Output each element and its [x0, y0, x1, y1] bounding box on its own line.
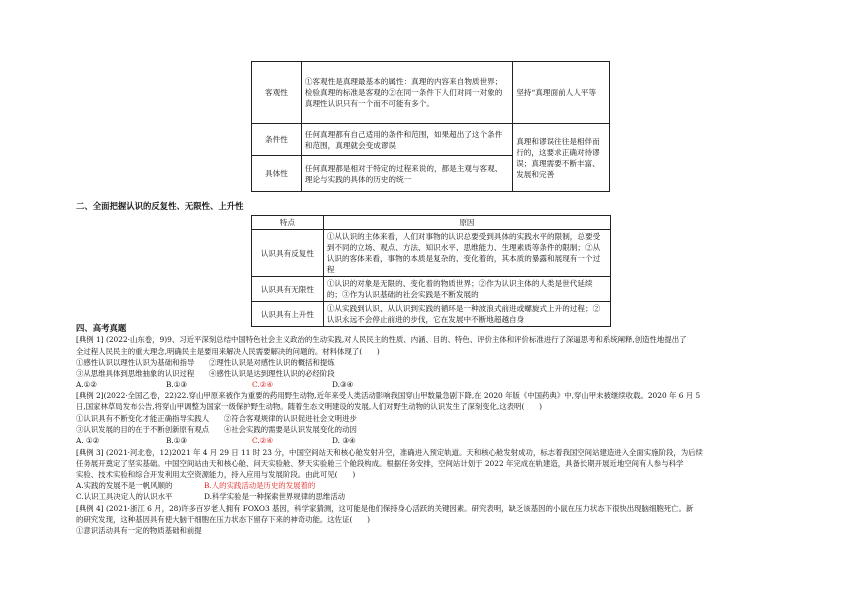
question-text: [典例 3] (2021·河北卷，12)2021 年 4 月 29 日 11 时 23 分，中国空间站天和核心舱发射升空，准确进入预定轨道。天和核心舱发射成功，标志着我国空间站建造进入全面实施阶段，为后续 [76, 448, 703, 457]
question-text: 实验、技术实验和综合开发利用太空资源能力，持入应用与发展阶段。由此可见( ) [76, 470, 356, 479]
option-c-correct: C.②④ [252, 380, 273, 389]
statement-line: ①感性认识以理性认识为基础和指导 ②理性认识是对感性认识的概括和提炼 [76, 358, 335, 367]
table-row [252, 302, 611, 327]
option-b-correct: B.人的实践活动是历史的发展着的 [204, 481, 316, 490]
content-cell: 任何真理都是相对于特定的过程来说的，都是主观与客观、理论与实践的具体的历史的统一 [301, 156, 512, 192]
option-d: D.③④ [332, 380, 354, 389]
question-text: 任务展开奠定了坚实基础。中国空间站由天和核心舱、问天实验舱、梦天实验舱三个舱段构成。根据任务安排，空间站计划于 2022 年完成在轨建造，具备长期开展近地空间有人参与科学 [76, 459, 684, 468]
statement-line: ③从思维具体到思维抽象的认识过程 ④感性认识是达到理性认识的必经阶段 [76, 369, 335, 378]
reason-cell: ①认识的对象是无限的、变化着的物质世界；②作为认识主体的人类是世代延续的；③作为认识基础的社会实践是不断发展的 [323, 277, 610, 302]
option-c: C.认识工具决定人的认识水平 [76, 492, 173, 501]
attr-cell: 条件性 [252, 124, 302, 156]
statement-line: ①认识具有不断变化才能正确指导实践人 ②符合客观规律的认识促进社会文明进步 [76, 414, 357, 423]
question-text: 全过程人民民主的重大理念,明确民主是要用来解决人民需要解决的问题的。材料体现了( ) [76, 347, 380, 356]
reason-cell: ①从认识的主体来看，人们对事物的认识总要受到具体的实践水平的限制，总要受到不同的立场、观点、方法、知识水平、思维能力、生理素质等条件的限制；②从认识的客体来看，事物的本质是复杂的、变化着的，其本质的暴露和展现有一个过程 [323, 230, 610, 277]
option-a: A.实践的发展不是一帆风顺的 [76, 481, 173, 490]
column-header: 特点 [252, 216, 324, 230]
attr-cell: 客观性 [252, 62, 302, 124]
content-cell: 任何真理都有自己适用的条件和范围，如果超出了这个条件和范围，真理就会变成谬误 [301, 124, 512, 156]
cognition-features-table [251, 215, 611, 327]
option-b: B.①③ [166, 436, 188, 445]
option-b: B.①③ [166, 380, 188, 389]
statement-line: ①意识活动具有一定的物质基础和前提 [76, 526, 202, 535]
option-c-correct: C.②④ [252, 436, 273, 445]
question-text: 的研究发现，这种基因具有使大脑干细胞在压力状态下留存下来的神奇功能。这佐证( ) [76, 515, 371, 524]
feature-cell: 认识具有无限性 [252, 277, 324, 302]
question-text: [典例 2](2022·全国乙卷，22)22.穿山甲原来被作为重要的药用野生动物,近年来受人类活动影响我国穿山甲数量急剧下降,在 2020 年版《中国药典》中,穿山甲未被继续收载。2020 年 6 月 5 [76, 391, 701, 400]
table-row [252, 230, 611, 277]
table-row [252, 277, 611, 302]
section-heading: 二、全面把握认识的反复性、无限性、上升性 [76, 201, 244, 211]
table-header-row [252, 216, 611, 230]
option-a: A. ①② [76, 436, 100, 445]
option-d: D. ③④ [332, 436, 356, 445]
feature-cell: 认识具有上升性 [252, 302, 324, 327]
option-d: D.科学实验是一种探索世界规律的思维活动 [204, 492, 346, 501]
note-cell: 坚持“真理面前人人平等 [513, 62, 610, 124]
column-header: 原因 [323, 216, 610, 230]
statement-line: ③认识发展的目的在于不断创新原有观点 ④社会实践的需要是认识发展变化的动因 [76, 425, 357, 434]
option-a: A.①② [76, 380, 97, 389]
table-row [252, 62, 610, 124]
answer-options [76, 481, 315, 492]
note-cell: 真理和谬误往往是相伴而行的，这要求正确对待谬误；真理需要不断丰富、发展和完善 [513, 124, 610, 192]
question-text: [典例 1] (2022·山东卷，9)9、习近平深刻总结中国特色社会主义政治的生动实践,对人民民主的性质、内涵、目的、特色、评价主体和评价标准进行了深逼思考和系统阐释,创造性地提出了 [76, 335, 687, 344]
table-row [252, 124, 610, 156]
answer-options [76, 492, 345, 503]
feature-cell: 认识具有反复性 [252, 230, 324, 277]
content-cell: ①客观性是真理最基本的属性：真理的内容来自物质世界；检验真理的标准是客观的②在同一条件下人们对同一对象的真理性认识只有一个而不可能有多个。 [301, 62, 512, 124]
question-text: 日,国家林草局发布公告,将穿山甲调整为国家一级保护野生动物。随着生态文明建设的发展,人们对野生动物的认识发生了深刻变化,这表明( ) [76, 402, 542, 411]
answer-options [76, 380, 353, 391]
answer-options [76, 436, 356, 447]
section-heading: 四、高考真题 [76, 323, 127, 333]
reason-cell: ①从实践到认识、从认识到实践的循环是一种波浪式前进或螺旋式上升的过程；②认识永远不会停止前进的步伐，它在发展中不断地超越自身 [323, 302, 610, 327]
truth-properties-table [251, 61, 610, 192]
attr-cell: 具体性 [252, 156, 302, 192]
question-text: [典例 4] (2021·浙江 6 月，28)许多百岁老人拥有 FOXO3 基因，科学家猜测，这可能是他们保持身心活跃的关键因素。研究表明，缺乏该基因的小鼠在压力状态下很快出现脑细胞死亡。新 [76, 504, 694, 513]
